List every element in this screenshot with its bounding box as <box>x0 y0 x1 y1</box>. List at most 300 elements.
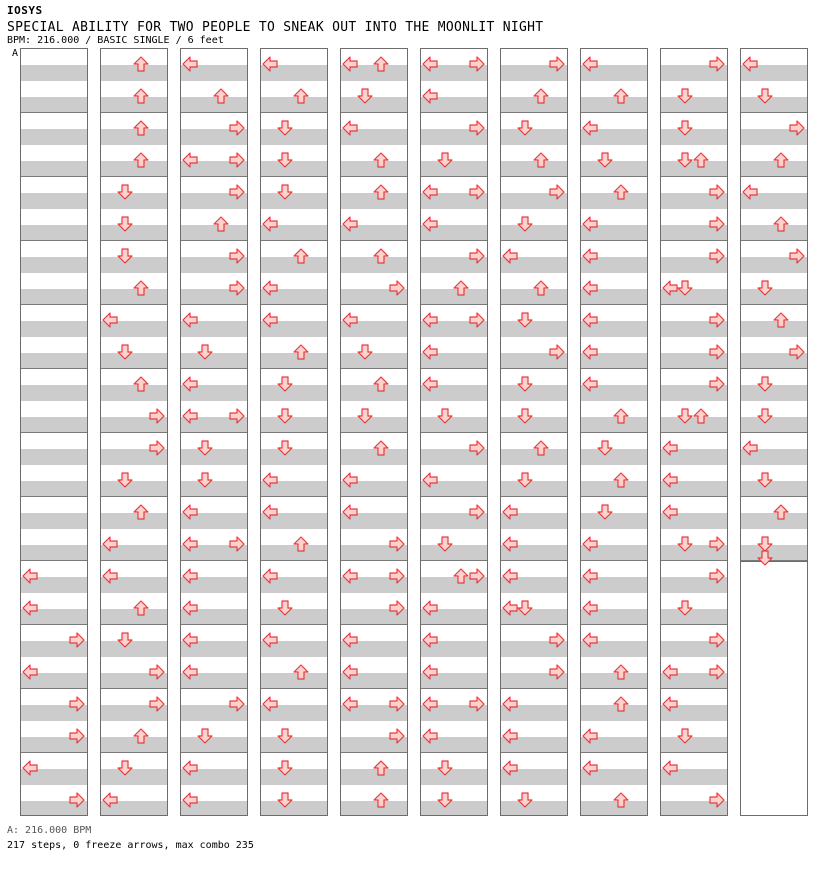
arrow-up-icon <box>533 440 549 456</box>
arrow-down-icon <box>437 536 453 552</box>
arrow-left-icon <box>422 664 438 680</box>
arrow-left-icon <box>342 472 358 488</box>
arrow-left-icon <box>502 696 518 712</box>
arrow-up-icon <box>373 376 389 392</box>
measure-line <box>181 240 247 241</box>
arrow-left-icon <box>422 344 438 360</box>
arrow-up-icon <box>373 792 389 808</box>
measure-line <box>501 752 567 753</box>
measure-line <box>101 560 167 561</box>
measure-line <box>421 112 487 113</box>
arrow-down-icon <box>677 280 693 296</box>
measure-line <box>181 624 247 625</box>
arrow-left-icon <box>582 344 598 360</box>
arrow-up-icon <box>773 504 789 520</box>
measure-line <box>501 688 567 689</box>
arrow-right-icon <box>709 536 725 552</box>
measure-line <box>101 112 167 113</box>
arrow-right-icon <box>69 728 85 744</box>
arrow-up-icon <box>213 88 229 104</box>
arrow-left-icon <box>182 56 198 72</box>
arrow-left-icon <box>182 408 198 424</box>
artist-name: IOSYS <box>7 4 43 17</box>
arrow-down-icon <box>677 536 693 552</box>
measure-line <box>421 560 487 561</box>
arrow-left-icon <box>182 568 198 584</box>
measure-line <box>101 432 167 433</box>
measure-line <box>661 560 727 561</box>
arrow-left-icon <box>262 56 278 72</box>
arrow-right-icon <box>469 248 485 264</box>
arrow-left-icon <box>582 120 598 136</box>
arrow-right-icon <box>469 440 485 456</box>
arrow-right-icon <box>389 568 405 584</box>
arrow-down-icon <box>277 600 293 616</box>
arrow-left-icon <box>342 696 358 712</box>
arrow-up-icon <box>293 664 309 680</box>
arrow-left-icon <box>262 280 278 296</box>
arrow-right-icon <box>389 696 405 712</box>
measure-line <box>661 496 727 497</box>
arrow-left-icon <box>582 600 598 616</box>
arrow-left-icon <box>342 120 358 136</box>
measure-line <box>661 304 727 305</box>
arrow-down-icon <box>277 728 293 744</box>
measure-line <box>741 368 807 369</box>
measure-line <box>21 304 87 305</box>
arrow-left-icon <box>502 504 518 520</box>
measure-line <box>21 752 87 753</box>
arrow-left-icon <box>262 696 278 712</box>
measure-line <box>181 752 247 753</box>
measure-line <box>21 112 87 113</box>
arrow-right-icon <box>709 216 725 232</box>
arrow-down-icon <box>277 792 293 808</box>
measure-line <box>581 560 647 561</box>
arrow-left-icon <box>422 216 438 232</box>
arrow-up-icon <box>773 312 789 328</box>
arrow-right-icon <box>229 280 245 296</box>
arrow-left-icon <box>582 728 598 744</box>
arrow-left-icon <box>502 600 518 616</box>
chart-meta: BPM: 216.000 / BASIC SINGLE / 6 feet <box>7 35 224 46</box>
arrow-up-icon <box>533 280 549 296</box>
measure-line <box>581 752 647 753</box>
arrow-right-icon <box>709 56 725 72</box>
arrow-right-icon <box>149 440 165 456</box>
arrow-right-icon <box>389 536 405 552</box>
arrow-up-icon <box>613 472 629 488</box>
arrow-left-icon <box>182 504 198 520</box>
arrow-left-icon <box>182 600 198 616</box>
arrow-left-icon <box>262 216 278 232</box>
arrow-up-icon <box>133 56 149 72</box>
arrow-left-icon <box>342 664 358 680</box>
arrow-down-icon <box>677 120 693 136</box>
arrow-left-icon <box>582 568 598 584</box>
arrow-down-icon <box>597 504 613 520</box>
arrow-down-icon <box>117 632 133 648</box>
measure-line <box>261 240 327 241</box>
arrow-left-icon <box>582 280 598 296</box>
arrow-left-icon <box>182 312 198 328</box>
arrow-right-icon <box>709 248 725 264</box>
arrow-down-icon <box>437 152 453 168</box>
arrow-down-icon <box>277 440 293 456</box>
arrow-left-icon <box>182 760 198 776</box>
arrow-up-icon <box>613 696 629 712</box>
measure-line <box>101 496 167 497</box>
arrow-left-icon <box>582 56 598 72</box>
measure-line <box>661 432 727 433</box>
measure-line <box>421 624 487 625</box>
arrow-up-icon <box>293 248 309 264</box>
arrow-up-icon <box>773 216 789 232</box>
arrow-left-icon <box>182 152 198 168</box>
arrow-right-icon <box>229 408 245 424</box>
arrow-right-icon <box>789 120 805 136</box>
measure-line <box>581 176 647 177</box>
arrow-right-icon <box>469 120 485 136</box>
arrow-right-icon <box>709 344 725 360</box>
measure-line <box>341 624 407 625</box>
arrow-left-icon <box>102 536 118 552</box>
arrow-up-icon <box>133 152 149 168</box>
measure-line <box>21 496 87 497</box>
arrow-down-icon <box>437 408 453 424</box>
arrow-left-icon <box>742 56 758 72</box>
measure-line <box>261 112 327 113</box>
measure-line <box>501 624 567 625</box>
measure-line <box>181 560 247 561</box>
arrow-right-icon <box>709 312 725 328</box>
arrow-left-icon <box>102 792 118 808</box>
arrow-down-icon <box>277 184 293 200</box>
measure-line <box>421 304 487 305</box>
measure-line <box>181 368 247 369</box>
arrow-right-icon <box>709 376 725 392</box>
arrow-left-icon <box>422 696 438 712</box>
arrow-down-icon <box>757 472 773 488</box>
arrow-down-icon <box>517 120 533 136</box>
measure-line <box>101 624 167 625</box>
arrow-right-icon <box>69 696 85 712</box>
arrow-left-icon <box>342 504 358 520</box>
bpm-marker: A <box>12 48 19 59</box>
arrow-right-icon <box>229 536 245 552</box>
arrow-left-icon <box>262 312 278 328</box>
arrow-right-icon <box>149 664 165 680</box>
arrow-up-icon <box>133 376 149 392</box>
arrow-up-icon <box>213 216 229 232</box>
arrow-down-icon <box>517 312 533 328</box>
arrow-left-icon <box>662 664 678 680</box>
arrow-up-icon <box>133 600 149 616</box>
arrow-left-icon <box>742 440 758 456</box>
arrow-left-icon <box>582 536 598 552</box>
arrow-left-icon <box>182 792 198 808</box>
arrow-up-icon <box>693 408 709 424</box>
arrow-left-icon <box>422 88 438 104</box>
arrow-left-icon <box>582 312 598 328</box>
arrow-down-icon <box>677 600 693 616</box>
measure-line <box>501 496 567 497</box>
arrow-down-icon <box>757 88 773 104</box>
arrow-right-icon <box>469 56 485 72</box>
arrow-down-icon <box>437 792 453 808</box>
measure-line <box>181 432 247 433</box>
measure-line <box>661 752 727 753</box>
arrow-up-icon <box>693 152 709 168</box>
arrow-down-icon <box>197 728 213 744</box>
arrow-left-icon <box>422 184 438 200</box>
measure-line <box>581 432 647 433</box>
arrow-down-icon <box>277 760 293 776</box>
arrow-down-icon <box>677 728 693 744</box>
arrow-up-icon <box>373 248 389 264</box>
arrow-right-icon <box>389 728 405 744</box>
measure-line <box>341 688 407 689</box>
arrow-down-icon <box>117 344 133 360</box>
arrow-down-icon <box>757 550 773 566</box>
arrow-left-icon <box>502 568 518 584</box>
arrow-down-icon <box>277 152 293 168</box>
arrow-right-icon <box>149 408 165 424</box>
arrow-up-icon <box>133 728 149 744</box>
measure-line <box>661 624 727 625</box>
measure-line <box>501 432 567 433</box>
arrow-up-icon <box>613 88 629 104</box>
measure-line <box>101 752 167 753</box>
arrow-left-icon <box>262 632 278 648</box>
measure-line <box>341 304 407 305</box>
arrow-up-icon <box>533 152 549 168</box>
measure-line <box>261 752 327 753</box>
measure-line <box>261 624 327 625</box>
arrow-right-icon <box>469 184 485 200</box>
arrow-right-icon <box>709 184 725 200</box>
arrow-left-icon <box>502 536 518 552</box>
measure-line <box>101 176 167 177</box>
measure-line <box>101 304 167 305</box>
arrow-right-icon <box>229 248 245 264</box>
arrow-down-icon <box>117 472 133 488</box>
measure-line <box>21 240 87 241</box>
measure-line <box>341 176 407 177</box>
arrow-up-icon <box>613 664 629 680</box>
arrow-left-icon <box>662 504 678 520</box>
arrow-down-icon <box>357 88 373 104</box>
arrow-down-icon <box>517 376 533 392</box>
arrow-left-icon <box>422 728 438 744</box>
measure-line <box>21 688 87 689</box>
measure-line <box>741 304 807 305</box>
arrow-up-icon <box>453 280 469 296</box>
arrow-left-icon <box>582 376 598 392</box>
arrow-down-icon <box>677 88 693 104</box>
measure-line <box>581 112 647 113</box>
arrow-right-icon <box>469 504 485 520</box>
footer-bpm: A: 216.000 BPM <box>7 825 92 836</box>
arrow-up-icon <box>373 184 389 200</box>
arrow-left-icon <box>662 696 678 712</box>
measure-line <box>661 688 727 689</box>
arrow-left-icon <box>102 568 118 584</box>
arrow-right-icon <box>229 184 245 200</box>
measure-line <box>341 432 407 433</box>
arrow-up-icon <box>373 152 389 168</box>
measure-line <box>261 688 327 689</box>
measure-line <box>741 240 807 241</box>
arrow-left-icon <box>262 472 278 488</box>
measure-line <box>261 432 327 433</box>
arrow-right-icon <box>389 280 405 296</box>
measure-line <box>581 688 647 689</box>
measure-line <box>341 560 407 561</box>
arrow-down-icon <box>117 216 133 232</box>
arrow-down-icon <box>757 376 773 392</box>
arrow-down-icon <box>357 344 373 360</box>
arrow-left-icon <box>662 440 678 456</box>
measure-line <box>21 176 87 177</box>
measure-line <box>581 496 647 497</box>
arrow-left-icon <box>582 216 598 232</box>
arrow-right-icon <box>469 696 485 712</box>
measure-line <box>421 496 487 497</box>
measure-line <box>501 304 567 305</box>
arrow-down-icon <box>597 440 613 456</box>
arrow-left-icon <box>22 760 38 776</box>
arrow-up-icon <box>133 120 149 136</box>
measure-line <box>501 560 567 561</box>
measure-line <box>741 176 807 177</box>
measure-line <box>261 560 327 561</box>
measure-line <box>101 368 167 369</box>
arrow-left-icon <box>262 568 278 584</box>
measure-line <box>661 176 727 177</box>
measure-line <box>501 112 567 113</box>
arrow-right-icon <box>549 184 565 200</box>
arrow-down-icon <box>117 184 133 200</box>
measure-line <box>421 368 487 369</box>
arrow-left-icon <box>182 376 198 392</box>
arrow-down-icon <box>677 152 693 168</box>
arrow-up-icon <box>613 792 629 808</box>
arrow-left-icon <box>662 280 678 296</box>
measure-line <box>741 432 807 433</box>
arrow-up-icon <box>133 504 149 520</box>
measure-line <box>101 688 167 689</box>
arrow-left-icon <box>742 184 758 200</box>
arrow-right-icon <box>709 664 725 680</box>
arrow-right-icon <box>469 312 485 328</box>
measure-line <box>581 240 647 241</box>
arrow-up-icon <box>293 344 309 360</box>
measure-line <box>181 688 247 689</box>
arrow-up-icon <box>373 440 389 456</box>
arrow-down-icon <box>757 408 773 424</box>
arrow-right-icon <box>549 632 565 648</box>
measure-line <box>261 496 327 497</box>
arrow-down-icon <box>117 760 133 776</box>
arrow-right-icon <box>149 696 165 712</box>
arrow-right-icon <box>549 344 565 360</box>
arrow-left-icon <box>422 600 438 616</box>
arrow-right-icon <box>69 632 85 648</box>
measure-line <box>261 176 327 177</box>
arrow-left-icon <box>502 728 518 744</box>
measure-line <box>741 112 807 113</box>
arrow-right-icon <box>389 600 405 616</box>
arrow-down-icon <box>757 280 773 296</box>
arrow-down-icon <box>517 792 533 808</box>
arrow-left-icon <box>422 632 438 648</box>
arrow-down-icon <box>517 216 533 232</box>
arrow-down-icon <box>277 408 293 424</box>
arrow-down-icon <box>517 472 533 488</box>
measure-line <box>21 432 87 433</box>
measure-line <box>181 496 247 497</box>
arrow-left-icon <box>182 536 198 552</box>
arrow-left-icon <box>422 376 438 392</box>
measure-line <box>21 368 87 369</box>
arrow-left-icon <box>22 664 38 680</box>
arrow-right-icon <box>709 568 725 584</box>
measure-line <box>341 112 407 113</box>
arrow-left-icon <box>342 56 358 72</box>
arrow-left-icon <box>262 504 278 520</box>
measure-line <box>661 368 727 369</box>
arrow-down-icon <box>357 408 373 424</box>
measure-line <box>581 624 647 625</box>
arrow-down-icon <box>197 344 213 360</box>
measure-line <box>181 112 247 113</box>
measure-line <box>581 368 647 369</box>
arrow-left-icon <box>422 56 438 72</box>
measure-line <box>341 368 407 369</box>
arrow-down-icon <box>277 376 293 392</box>
measure-line <box>421 752 487 753</box>
arrow-right-icon <box>549 56 565 72</box>
arrow-right-icon <box>229 120 245 136</box>
arrow-right-icon <box>229 696 245 712</box>
measure-line <box>341 496 407 497</box>
measure-line <box>421 240 487 241</box>
arrow-up-icon <box>133 88 149 104</box>
measure-line <box>181 176 247 177</box>
arrow-right-icon <box>709 792 725 808</box>
arrow-left-icon <box>342 216 358 232</box>
arrow-up-icon <box>533 88 549 104</box>
arrow-right-icon <box>709 632 725 648</box>
arrow-left-icon <box>22 568 38 584</box>
arrow-up-icon <box>293 88 309 104</box>
measure-line <box>261 304 327 305</box>
arrow-up-icon <box>293 536 309 552</box>
measure-line <box>741 496 807 497</box>
arrow-left-icon <box>582 248 598 264</box>
arrow-left-icon <box>22 600 38 616</box>
arrow-down-icon <box>197 472 213 488</box>
arrow-left-icon <box>662 472 678 488</box>
arrow-left-icon <box>182 632 198 648</box>
arrow-down-icon <box>677 408 693 424</box>
measure-line <box>421 176 487 177</box>
arrow-down-icon <box>597 152 613 168</box>
measure-line <box>181 304 247 305</box>
song-title: SPECIAL ABILITY FOR TWO PEOPLE TO SNEAK OUT INTO THE MOONLIT NIGHT <box>7 20 544 35</box>
arrow-left-icon <box>422 472 438 488</box>
